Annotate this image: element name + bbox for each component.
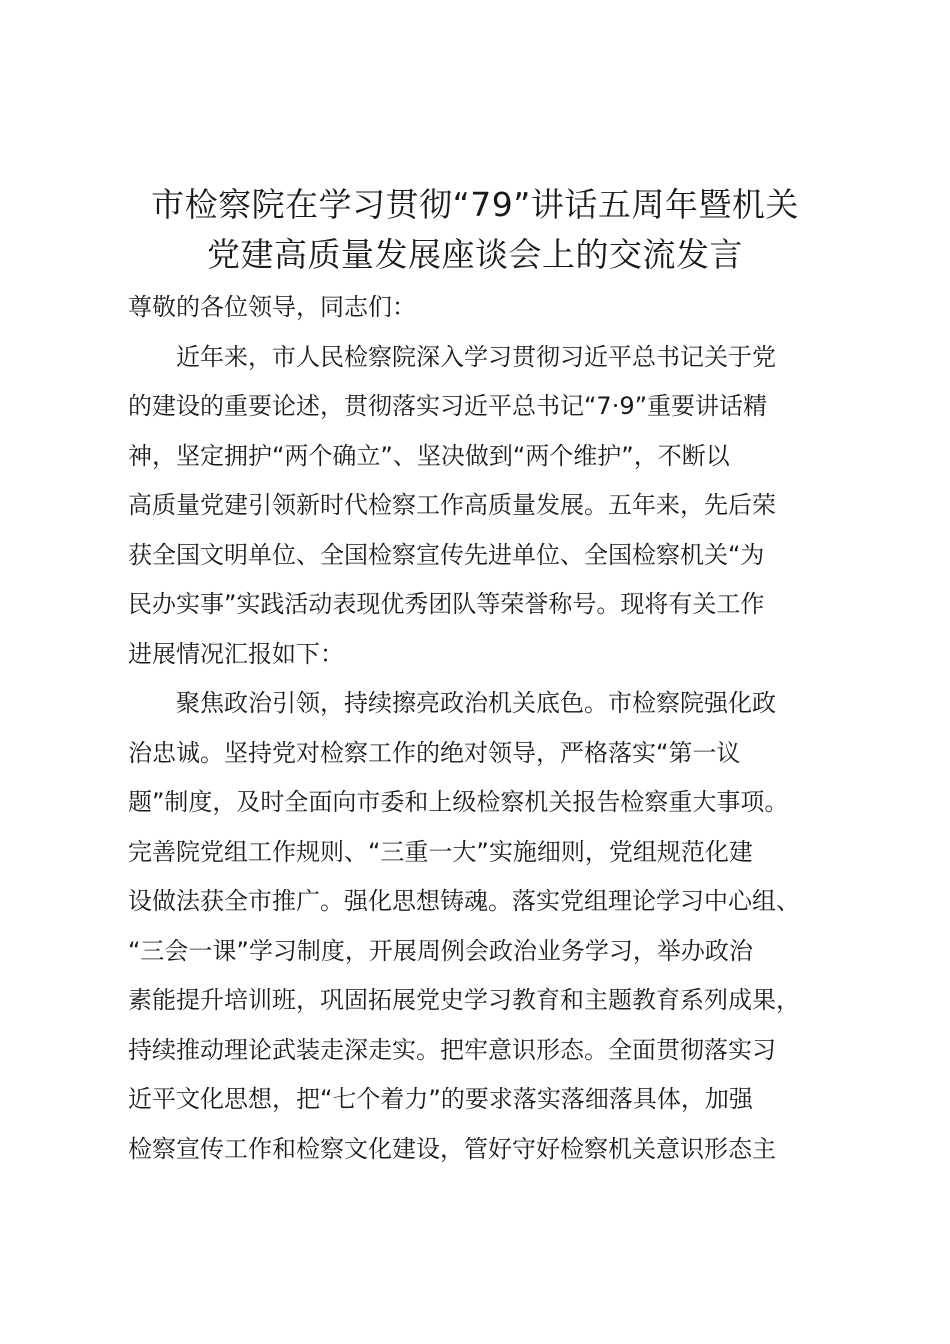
body-line: 神，坚定拥护“两个确立”、坚决做到“两个维护”，不断以 bbox=[128, 441, 730, 470]
body-line: 完善院党组工作规则、“三重一大”实施细则，党组规范化建 bbox=[128, 837, 753, 866]
body-line: 检察宣传工作和检察文化建设，管好守好检察机关意识形态主 bbox=[128, 1134, 776, 1163]
body-line: 持续推动理论武装走深走实。把牢意识形态。全面贯彻落实习 bbox=[128, 1035, 776, 1064]
body-line: 近年来，市人民检察院深入学习贯彻习近平总书记关于党 bbox=[128, 342, 776, 371]
body-line: 进展情况汇报如下： bbox=[128, 639, 344, 668]
document-body bbox=[128, 283, 854, 1174]
body-line: 的建设的重要论述，贯彻落实习近平总书记“7·9”重要讲话精 bbox=[128, 392, 768, 420]
body-line: 民办实事”实践活动表现优秀团队等荣誉称号。现将有关工作 bbox=[128, 590, 765, 618]
salutation: 尊敬的各位领导，同志们： bbox=[128, 293, 416, 321]
body-line: 题”制度，及时全面向市委和上级检察机关报告检察重大事项。 bbox=[128, 788, 789, 816]
title-line-2: 党建高质量发展座谈会上的交流发言 bbox=[207, 235, 743, 274]
body-line: 治忠诚。坚持党对检察工作的绝对领导，严格落实“第一议 bbox=[128, 738, 741, 767]
document-title bbox=[90, 180, 860, 280]
body-line: 素能提升培训班，巩固拓展党史学习教育和主题教育系列成果， bbox=[128, 986, 800, 1014]
body-line: 高质量党建引领新时代检察工作高质量发展。五年来，先后荣 bbox=[128, 491, 776, 519]
body-line: “三会一课”学习制度，开展周例会政治业务学习，举办政治 bbox=[128, 936, 753, 965]
title-line-1: 市检察院在学习贯彻“79”讲话五周年暨机关 bbox=[151, 185, 799, 224]
body-line: 聚焦政治引领，持续擦亮政治机关底色。市检察院强化政 bbox=[128, 689, 776, 717]
body-line: 获全国文明单位、全国检察宣传先进单位、全国检察机关“为 bbox=[128, 540, 765, 569]
body-line: 设做法获全市推广。强化思想铸魂。落实党组理论学习中心组、 bbox=[128, 887, 800, 915]
body-line: 近平文化思想，把“七个着力”的要求落实落细落具体，加强 bbox=[128, 1085, 753, 1113]
